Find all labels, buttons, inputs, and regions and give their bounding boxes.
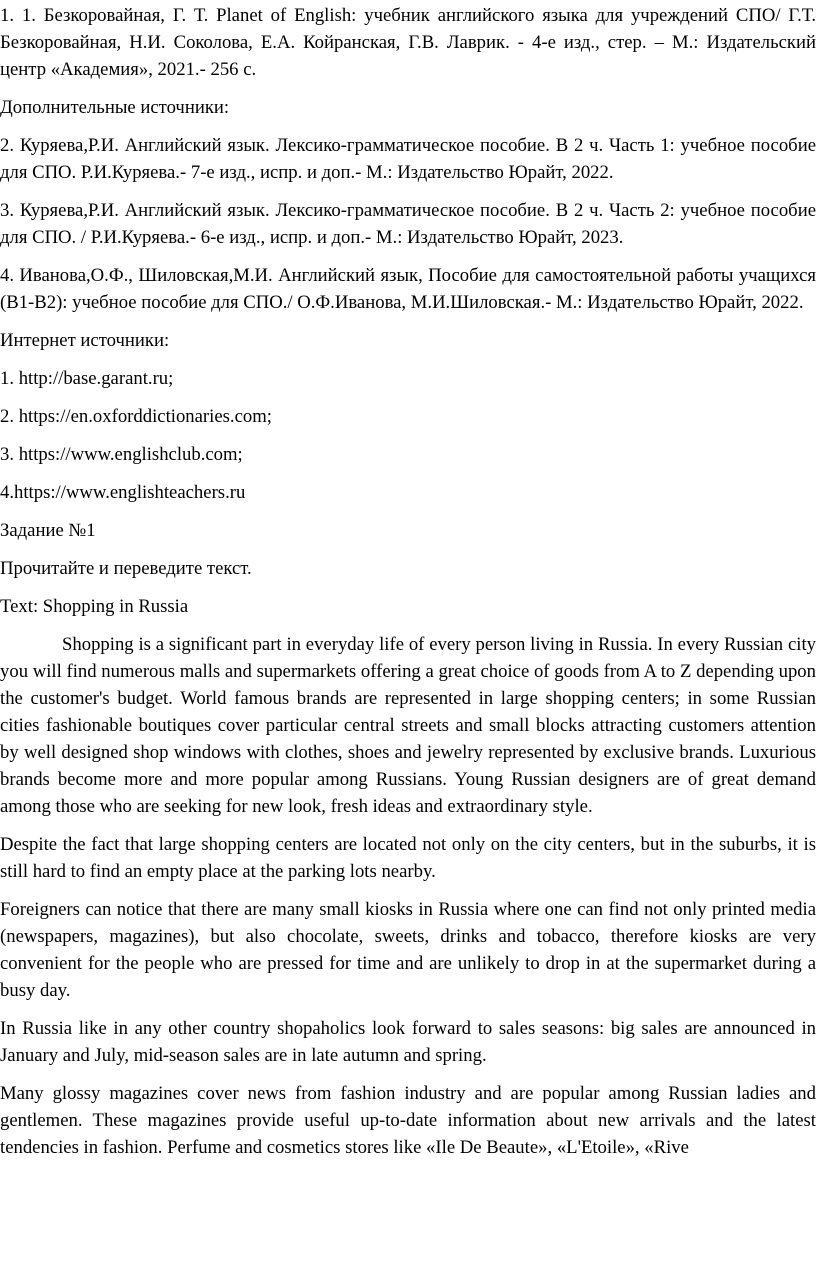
- additional-source-2: 2. Куряева,Р.И. Английский язык. Лексико-грамматическое пособие. В 2 ч. Часть 1: учебное пособие для СПО. Р.И.Куряева.- 7-е изд., испр. и доп.- М.: Издательство Юрайт, 2022.: [0, 135, 816, 183]
- text-paragraph-3: Foreigners can notice that there are many small kiosks in Russia where one can find not only printed media (newspapers, magazines), but also chocolate, sweets, drinks and tobacco, therefore kiosks are very convenient for the people who are pressed for time and are unlikely to drop in at the supermarket during a busy day.: [0, 899, 816, 1001]
- internet-source-2: 2. https://en.oxforddictionaries.com;: [0, 406, 272, 427]
- task-instruction: Прочитайте и переведите текст.: [0, 558, 252, 579]
- internet-source-3: 3. https://www.englishclub.com;: [0, 444, 243, 465]
- additional-sources-heading: Дополнительные источники:: [0, 97, 230, 118]
- task-title: Задание №1: [0, 520, 96, 541]
- main-source-1: 1. 1. Безкоровайная, Г. Т. Planet of English: учебник английского языка для учреждений СПО/ Г.Т. Безкоровайная, Н.И. Соколова, Е.А. Койранская, Г.В. Лаврик. - 4-е изд., стер. – М.: Издательский центр «Академия», 2021.- 256 с.: [0, 5, 816, 80]
- additional-source-4: 4. Иванова,О.Ф., Шиловская,М.И. Английский язык, Пособие для самостоятельной работы учащихся (В1-В2): учебное пособие для СПО./ О.Ф.Иванова, М.И.Шиловская.- М.: Издательство Юрайт, 2022.: [0, 265, 816, 313]
- text-paragraph-2: Despite the fact that large shopping centers are located not only on the city centers, but in the suburbs, it is still hard to find an empty place at the parking lots nearby.: [0, 834, 816, 882]
- internet-source-1: 1. http://base.garant.ru;: [0, 368, 174, 389]
- text-paragraph-5: Many glossy magazines cover news from fashion industry and are popular among Russian ladies and gentlemen. These magazines provide useful up-to-date information about new arrivals and the latest tendencies in fashion. Perfume and cosmetics stores like «Ile De Beaute», «L'Etoile», «Rive: [0, 1083, 816, 1158]
- additional-source-3: 3. Куряева,Р.И. Английский язык. Лексико-грамматическое пособие. В 2 ч. Часть 2: учебное пособие для СПО. / Р.И.Куряева.- 6-е изд., испр. и доп.- М.: Издательство Юрайт, 2023.: [0, 200, 816, 248]
- text-title: Text: Shopping in Russia: [0, 596, 189, 617]
- internet-source-4: 4.https://www.englishteachers.ru: [0, 482, 246, 503]
- internet-sources-heading: Интернет источники:: [0, 330, 170, 351]
- text-paragraph-1: Shopping is a significant part in everyday life of every person living in Russia. In every Russian city you will find numerous malls and supermarkets offering a great choice of goods from A to Z depending upon the customer's budget. World famous brands are represented in large shopping centers; in some Russian cities fashionable boutiques cover particular central streets and small blocks attracting customers attention by well designed shop windows with clothes, shoes and jewelry represented by exclusive brands. Luxurious brands become more and more popular among Russians. Young Russian designers are of great demand among those who are seeking for new look, fresh ideas and extraordinary style.: [0, 634, 816, 817]
- text-paragraph-4: In Russia like in any other country shopaholics look forward to sales seasons: big sales are announced in January and July, mid-season sales are in late autumn and spring.: [0, 1018, 816, 1066]
